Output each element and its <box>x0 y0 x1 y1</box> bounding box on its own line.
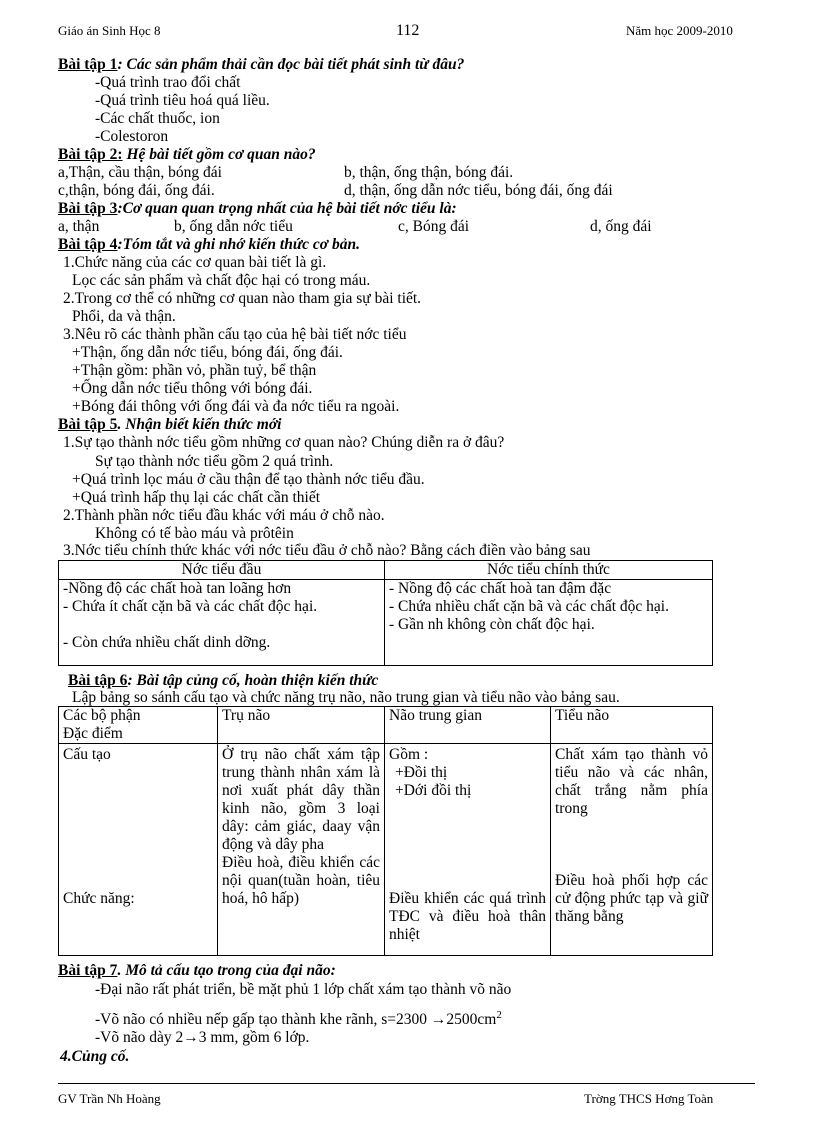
exercise-2-option-d: d, thận, ống dẫn nớc tiểu, bóng đái, ống đái <box>344 182 613 199</box>
exercise-4-line: +Bóng đái thông với ống đái và đa nớc tiểu ra ngoài. <box>72 398 400 415</box>
table-row <box>59 744 713 956</box>
exercise-1-item: -Quá trình trao đổi chất <box>95 74 241 91</box>
exercise-2-option-c: c,thận, bóng đái, ống đái. <box>58 182 215 199</box>
exercise-7-line <box>95 1006 502 1029</box>
table-header-cell: Não trung gian <box>385 707 551 744</box>
exercise-7-superscript: 2 <box>496 1009 502 1021</box>
table-row-label <box>59 744 218 956</box>
exercise-4-heading <box>58 236 360 254</box>
exercise-5-label: Bài tập 5 <box>58 416 118 433</box>
footer-divider <box>58 1083 755 1084</box>
cell-line: -Nồng độ các chất hoà tan loãng hơn <box>63 580 292 597</box>
exercise-3-option-c: c, Bóng đái <box>398 218 470 235</box>
exercise-5-line: Sự tạo thành nớc tiểu gồm 2 quá trình. <box>95 453 334 470</box>
exercise-7-line2-start: -Võ não có nhiều nếp gấp tạo thành khe rãnh, s=2300 <box>95 1011 428 1029</box>
corner-bottom-label: Đặc điểm <box>63 725 123 742</box>
exercise-5-line: 3.Nớc tiểu chính thức khác với nớc tiểu đầu ở chỗ nào? Bằng cách điền vào bảng sau <box>63 542 591 559</box>
exercise-4-label: Bài tập 4 <box>58 236 118 253</box>
exercise-4-line: +Thận, ống dẫn nớc tiểu, bóng đái, ống đái. <box>72 344 343 361</box>
table-cell <box>218 744 385 956</box>
row-label-function: Chức năng: <box>63 890 135 907</box>
arrow-right-icon: → <box>183 1029 199 1046</box>
exercise-7-line <box>95 1029 309 1047</box>
exercise-1-label: Bài tập 1 <box>58 56 118 73</box>
cell-text: Điều hoà, điều khiển các nội quan(tuần hoàn, tiêu hoá, hô hấp) <box>222 854 380 907</box>
exercise-5-line: +Quá trình hấp thụ lại các chất cần thiết <box>72 489 321 506</box>
cell-line: - Chứa ít chất cặn bã và các chất độc hại. <box>63 598 318 615</box>
header-left: Giáo án Sinh Học 8 <box>58 23 161 38</box>
exercise-3-label: Bài tập 3 <box>58 200 118 217</box>
exercise-7-question: . Mô tả cấu tạo trong của đại não: <box>117 962 336 979</box>
exercise-6-intro: Lập bảng so sánh cấu tạo và chức năng trụ não, não trung gian và tiểu não vào bảng sau. <box>72 689 620 706</box>
exercise-6-label: Bài tập 6 <box>68 672 128 689</box>
section-4-heading: 4.Củng cố. <box>60 1048 130 1065</box>
exercise-7-heading <box>58 962 336 980</box>
exercise-7-line2-end: 2500cm <box>446 1011 497 1029</box>
cell-line: - Còn chứa nhiều chất dinh dỡng. <box>63 634 271 651</box>
cell-line: +Đồi thị <box>395 764 448 781</box>
exercise-3-option-d: d, ống đái <box>590 218 652 235</box>
exercise-4-line: +Thận gồm: phần vỏ, phần tuỷ, bể thận <box>72 362 317 379</box>
table-cell <box>551 744 713 956</box>
exercise-4-line: 1.Chức năng của các cơ quan bài tiết là gì. <box>63 254 327 271</box>
table-header-cell: Nớc tiểu chính thức <box>385 561 713 580</box>
exercise-4-line: +Ống dẫn nớc tiểu thông với bóng đái. <box>72 380 313 397</box>
exercise-1-item: -Các chất thuốc, ion <box>95 110 220 127</box>
exercise-6-heading <box>68 672 378 690</box>
exercise-2-question: Hệ bài tiết gồm cơ quan nào? <box>122 146 316 163</box>
cell-line: - Nồng độ các chất hoà tan đậm đặc <box>389 580 612 597</box>
page-number: 112 <box>396 22 420 39</box>
exercise-4-line: 3.Nêu rõ các thành phần cấu tạo của hệ bài tiết nớc tiểu <box>63 326 407 343</box>
exercise-5-heading <box>58 416 281 434</box>
table-cell <box>59 580 385 666</box>
cell-line: +Dới đồi thị <box>395 782 472 799</box>
exercise-7-line3-start: -Võ não dày 2 <box>95 1029 184 1046</box>
header-right: Năm học 2009-2010 <box>626 23 733 38</box>
exercise-3-option-b: b, ống dẫn nớc tiểu <box>174 218 293 235</box>
table-cell <box>385 580 713 666</box>
exercise-2-label: Bài tập 2: <box>58 146 123 163</box>
exercise-5-question: . Nhận biết kiến thức mới <box>117 416 282 433</box>
exercise-5-line: Không có tế bào máu và prôtêin <box>95 525 294 542</box>
table-header-row <box>59 707 713 744</box>
exercise-3-option-a: a, thận <box>58 218 100 235</box>
exercise-4-question: :Tóm tắt và ghi nhớ kiến thức cơ bản. <box>117 236 360 253</box>
exercise-1-heading <box>58 56 464 74</box>
exercise-3-question: :Cơ quan quan trọng nhất của hệ bài tiết nớc tiểu là: <box>117 200 457 217</box>
exercise-5-line: 2.Thành phần nớc tiểu đầu khác với máu ở chỗ nào. <box>63 507 385 524</box>
exercise-4-line: Phổi, da và thận. <box>72 308 176 325</box>
exercise-3-heading <box>58 200 457 218</box>
table-header-row <box>59 561 713 580</box>
corner-top-label: Các bộ phận <box>63 707 141 724</box>
table-corner-cell <box>59 707 218 744</box>
exercise-2-option-b: b, thận, ống thận, bóng đái. <box>344 164 514 181</box>
arrow-right-icon: → <box>427 1011 447 1029</box>
cell-text: Điều khiển các quá trình TĐC và điều hoà thân nhiệt <box>389 890 546 943</box>
table-cell <box>385 744 551 956</box>
cell-text: Điều hoà phối hợp các cử động phức tạp và giữ thăng bằng <box>555 872 708 925</box>
exercise-2-option-a: a,Thận, cầu thận, bóng đái <box>58 164 222 181</box>
exercise-5-line: 1.Sự tạo thành nớc tiểu gồm những cơ quan nào? Chúng diễn ra ở đâu? <box>63 434 505 451</box>
table-header-cell: Tiểu não <box>551 707 713 744</box>
cell-line: Gồm : <box>389 746 429 763</box>
exercise-1-item: -Colestoron <box>95 128 169 145</box>
footer-left: GV Trần Nh Hoàng <box>58 1091 161 1106</box>
cell-line: - Gần nh không còn chất độc hại. <box>389 616 595 633</box>
table-row <box>59 580 713 666</box>
table-header-cell: Nớc tiểu đầu <box>59 561 385 580</box>
exercise-7-line3-end: 3 mm, gồm 6 lớp. <box>198 1029 310 1046</box>
footer-right: Trờng THCS Hơng Toàn <box>584 1091 714 1106</box>
exercise-6-question: : Bài tập củng cố, hoàn thiện kiến thức <box>127 672 379 689</box>
row-label-structure: Cấu tạo <box>63 746 111 763</box>
exercise-7-label: Bài tập 7 <box>58 962 118 979</box>
exercise-4-line: Lọc các sản phẩm và chất độc hại có trong máu. <box>72 272 371 289</box>
cell-text: Ở trụ não chất xám tập trung thành nhân xám là nơi xuất phát dây thần kinh não, gồm 3 loại dây: cảm giác, daay vận động và dây pha <box>222 746 380 853</box>
exercise-1-question: : Các sản phẩm thải cần đọc bài tiết phát sinh từ đâu? <box>117 56 465 73</box>
cell-text: Chất xám tạo thành vỏ tiểu não và các nhân, chất trắng nằm phía trong <box>555 746 708 817</box>
exercise-2-heading <box>58 146 316 164</box>
exercise-7-line: -Đại não rất phát triển, bề mặt phủ 1 lớp chất xám tạo thành võ não <box>95 981 512 998</box>
table-header-cell: Trụ não <box>218 707 385 744</box>
cell-line: - Chứa nhiều chất cặn bã và các chất độc hại. <box>389 598 669 615</box>
urine-comparison-table <box>58 560 713 666</box>
exercise-4-line: 2.Trong cơ thể có những cơ quan nào tham gia sự bài tiết. <box>63 290 422 307</box>
brain-comparison-table <box>58 706 713 956</box>
exercise-1-item: -Quá trình tiêu hoá quá liều. <box>95 92 270 109</box>
exercise-5-line: +Quá trình lọc máu ở cầu thận để tạo thành nớc tiểu đầu. <box>72 471 425 488</box>
